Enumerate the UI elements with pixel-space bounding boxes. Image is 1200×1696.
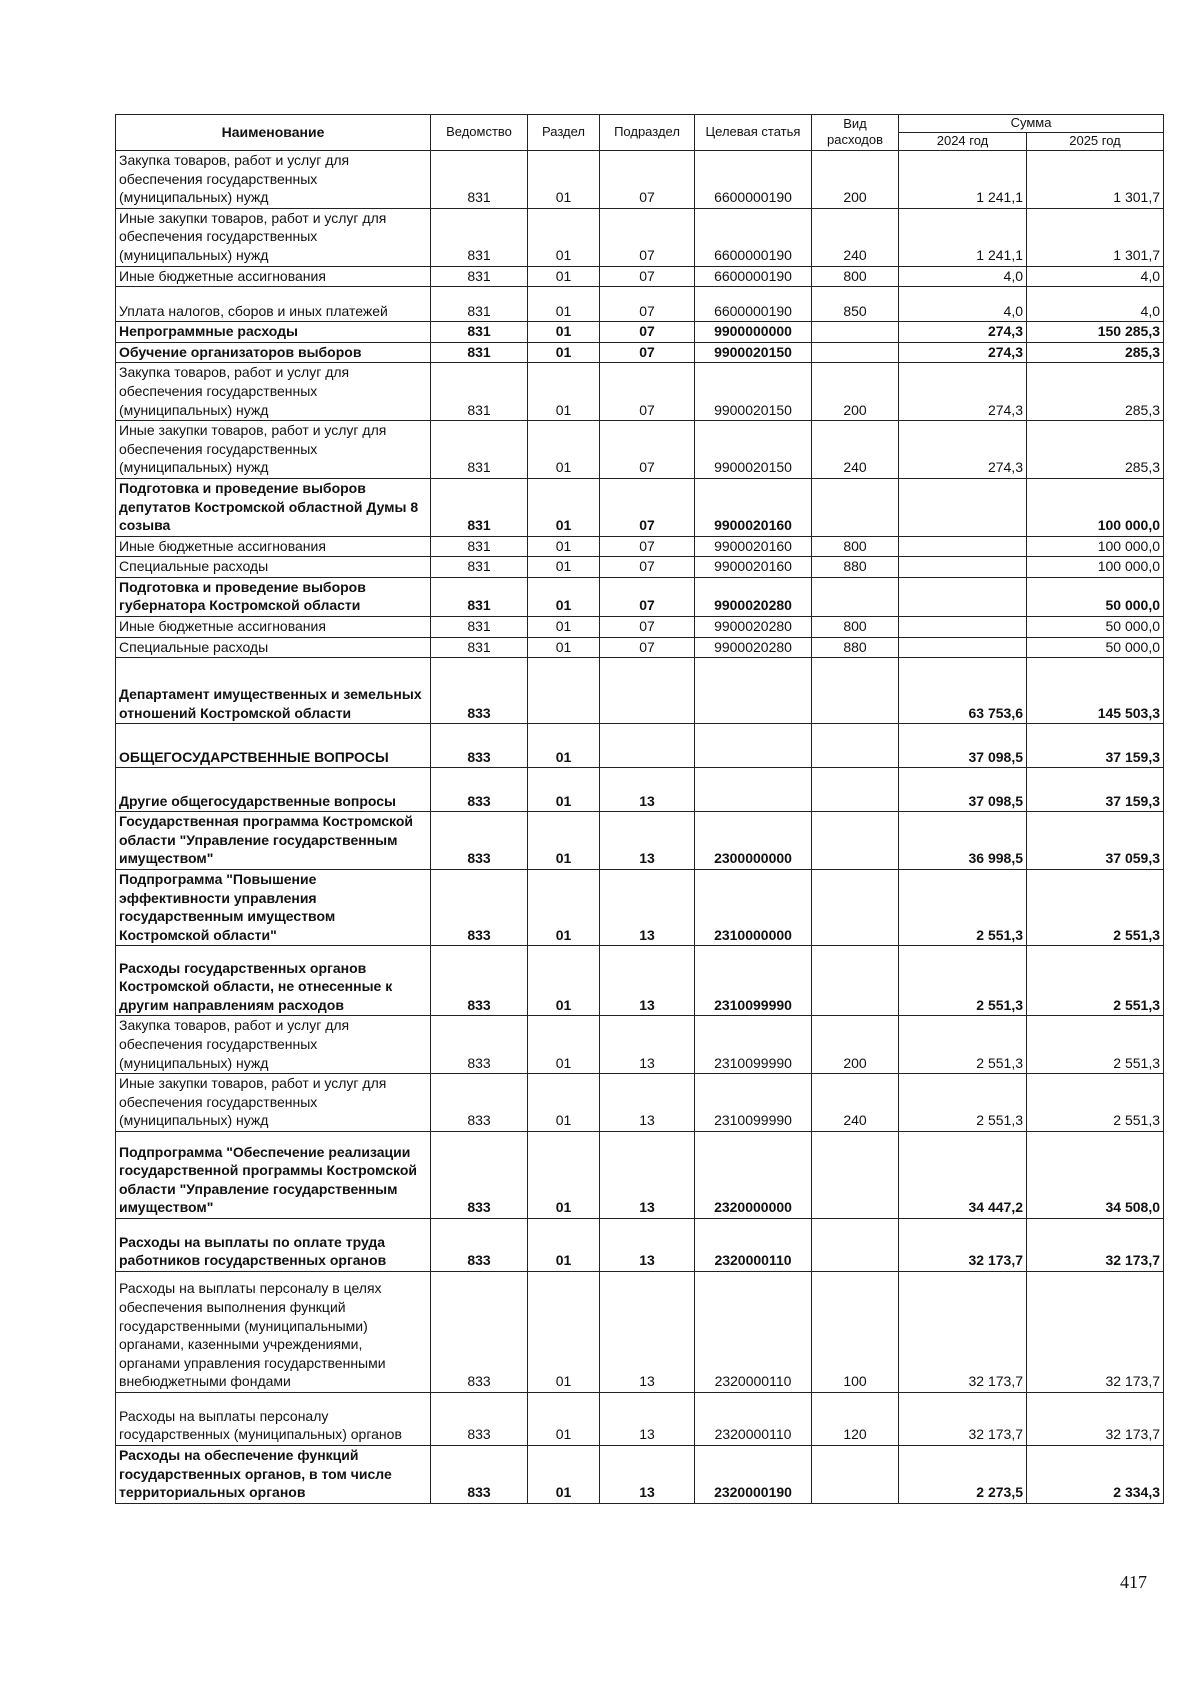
- cell-section: 01: [528, 617, 600, 638]
- header-name: Наименование: [116, 115, 431, 151]
- cell-section: 01: [528, 1074, 600, 1132]
- cell-2024: [899, 637, 1027, 658]
- cell-dept: 833: [431, 1445, 528, 1503]
- table-row: [116, 342, 1164, 363]
- cell-section: 01: [528, 478, 600, 536]
- cell-2024: 63 753,6: [899, 658, 1027, 724]
- cell-2024: 1 241,1: [899, 151, 1027, 209]
- cell-section: 01: [528, 322, 600, 343]
- cell-2024: 274,3: [899, 322, 1027, 343]
- table-row: [116, 637, 1164, 658]
- cell-expense-type: [812, 658, 899, 724]
- cell-subsection: 07: [600, 637, 695, 658]
- cell-section: 01: [528, 724, 600, 768]
- header-sum: Сумма: [899, 115, 1164, 133]
- cell-subsection: 07: [600, 478, 695, 536]
- table-row: [116, 421, 1164, 479]
- cell-2024: 2 551,3: [899, 1074, 1027, 1132]
- cell-name: Иные закупки товаров, работ и услуг для обеспечения государственных (муниципальных) нужд: [116, 1074, 431, 1132]
- cell-2025: 100 000,0: [1027, 536, 1164, 557]
- header-expense-type: Вид расходов: [812, 115, 899, 151]
- cell-section: 01: [528, 768, 600, 812]
- cell-2025: 1 301,7: [1027, 208, 1164, 266]
- cell-dept: 831: [431, 208, 528, 266]
- cell-expense-type: 240: [812, 1074, 899, 1132]
- cell-expense-type: [812, 1445, 899, 1503]
- cell-section: 01: [528, 1445, 600, 1503]
- table-row: [116, 208, 1164, 266]
- cell-2025: 2 551,3: [1027, 1016, 1164, 1074]
- cell-target-article: 2320000110: [695, 1392, 812, 1445]
- header-target-article: Целевая статья: [695, 115, 812, 151]
- cell-section: [528, 658, 600, 724]
- cell-target-article: 2320000110: [695, 1218, 812, 1271]
- cell-section: 01: [528, 1271, 600, 1392]
- header-year-2024: 2024 год: [899, 133, 1027, 151]
- cell-target-article: 9900020160: [695, 478, 812, 536]
- table-row: [116, 322, 1164, 343]
- cell-expense-type: [812, 768, 899, 812]
- cell-2025: 4,0: [1027, 287, 1164, 322]
- table-row: [116, 151, 1164, 209]
- cell-name: Государственная программа Костромской области "Управление государственным имуществом": [116, 812, 431, 870]
- cell-subsection: 13: [600, 768, 695, 812]
- cell-name: Подготовка и проведение выборов губернатора Костромской области: [116, 577, 431, 616]
- cell-2024: 37 098,5: [899, 724, 1027, 768]
- cell-subsection: 13: [600, 870, 695, 946]
- cell-name: Иные бюджетные ассигнования: [116, 536, 431, 557]
- cell-subsection: 07: [600, 421, 695, 479]
- cell-2024: 32 173,7: [899, 1271, 1027, 1392]
- cell-2024: 36 998,5: [899, 812, 1027, 870]
- cell-dept: 833: [431, 1392, 528, 1445]
- cell-subsection: 13: [600, 1074, 695, 1132]
- cell-2025: 100 000,0: [1027, 478, 1164, 536]
- cell-dept: 831: [431, 421, 528, 479]
- cell-2025: 34 508,0: [1027, 1131, 1164, 1218]
- page-number: 417: [1120, 1572, 1147, 1592]
- cell-target-article: 9900020280: [695, 577, 812, 616]
- cell-subsection: 07: [600, 151, 695, 209]
- cell-subsection: 07: [600, 617, 695, 638]
- cell-target-article: [695, 768, 812, 812]
- cell-section: 01: [528, 1392, 600, 1445]
- cell-name: Расходы на выплаты по оплате труда работников государственных органов: [116, 1218, 431, 1271]
- cell-subsection: 07: [600, 287, 695, 322]
- cell-subsection: 13: [600, 1131, 695, 1218]
- cell-name: Закупка товаров, работ и услуг для обеспечения государственных (муниципальных) нужд: [116, 151, 431, 209]
- cell-dept: 831: [431, 536, 528, 557]
- table-row: [116, 266, 1164, 287]
- table-row: [116, 1131, 1164, 1218]
- cell-section: 01: [528, 1218, 600, 1271]
- cell-expense-type: 200: [812, 363, 899, 421]
- cell-2025: 285,3: [1027, 421, 1164, 479]
- cell-section: 01: [528, 287, 600, 322]
- cell-section: 01: [528, 557, 600, 578]
- cell-expense-type: 100: [812, 1271, 899, 1392]
- table-row: [116, 812, 1164, 870]
- cell-section: 01: [528, 208, 600, 266]
- cell-target-article: [695, 724, 812, 768]
- cell-section: 01: [528, 637, 600, 658]
- cell-section: 01: [528, 151, 600, 209]
- cell-dept: 831: [431, 637, 528, 658]
- cell-2024: 37 098,5: [899, 768, 1027, 812]
- cell-expense-type: [812, 322, 899, 343]
- table-row: [116, 1218, 1164, 1271]
- cell-2025: 2 334,3: [1027, 1445, 1164, 1503]
- cell-2025: 150 285,3: [1027, 322, 1164, 343]
- cell-name: Иные бюджетные ассигнования: [116, 617, 431, 638]
- cell-2025: 2 551,3: [1027, 870, 1164, 946]
- cell-section: 01: [528, 363, 600, 421]
- header-dept: Ведомство: [431, 115, 528, 151]
- cell-name: Иные закупки товаров, работ и услуг для обеспечения государственных (муниципальных) нужд: [116, 421, 431, 479]
- cell-expense-type: [812, 577, 899, 616]
- cell-subsection: 13: [600, 1218, 695, 1271]
- cell-name: Другие общегосударственные вопросы: [116, 768, 431, 812]
- cell-expense-type: 240: [812, 208, 899, 266]
- table-row: [116, 363, 1164, 421]
- cell-target-article: 9900020280: [695, 617, 812, 638]
- cell-2025: 50 000,0: [1027, 617, 1164, 638]
- table-row: [116, 870, 1164, 946]
- cell-name: Непрограммные расходы: [116, 322, 431, 343]
- table-row: [116, 478, 1164, 536]
- cell-name: Специальные расходы: [116, 557, 431, 578]
- cell-expense-type: [812, 1131, 899, 1218]
- cell-2024: 274,3: [899, 363, 1027, 421]
- cell-2025: 32 173,7: [1027, 1218, 1164, 1271]
- table-row: [116, 1445, 1164, 1503]
- budget-table: [115, 114, 1164, 1504]
- cell-name: ОБЩЕГОСУДАРСТВЕННЫЕ ВОПРОСЫ: [116, 724, 431, 768]
- cell-dept: 833: [431, 1016, 528, 1074]
- cell-target-article: 6600000190: [695, 208, 812, 266]
- cell-2025: 37 059,3: [1027, 812, 1164, 870]
- cell-2025: 37 159,3: [1027, 768, 1164, 812]
- cell-target-article: 2310099990: [695, 1016, 812, 1074]
- cell-expense-type: [812, 342, 899, 363]
- cell-expense-type: 240: [812, 421, 899, 479]
- cell-name: Подпрограмма "Обеспечение реализации государственной программы Костромской области "Управление государственным имуществом": [116, 1131, 431, 1218]
- cell-2025: 285,3: [1027, 363, 1164, 421]
- cell-subsection: 07: [600, 322, 695, 343]
- cell-2024: [899, 478, 1027, 536]
- cell-name: Закупка товаров, работ и услуг для обеспечения государственных (муниципальных) нужд: [116, 1016, 431, 1074]
- cell-2024: 2 551,3: [899, 870, 1027, 946]
- cell-subsection: 07: [600, 536, 695, 557]
- cell-expense-type: 200: [812, 151, 899, 209]
- cell-section: 01: [528, 266, 600, 287]
- cell-section: 01: [528, 870, 600, 946]
- cell-subsection: 07: [600, 557, 695, 578]
- cell-2025: 1 301,7: [1027, 151, 1164, 209]
- cell-dept: 831: [431, 342, 528, 363]
- cell-target-article: 9900020160: [695, 557, 812, 578]
- cell-expense-type: [812, 1218, 899, 1271]
- cell-2024: 274,3: [899, 342, 1027, 363]
- table-row: [116, 768, 1164, 812]
- cell-name: Расходы на выплаты персоналу в целях обеспечения выполнения функций государственными (муниципальными) органами, казенными учреждениями, органами управления государственными внебюджетными фондами: [116, 1271, 431, 1392]
- cell-dept: 833: [431, 1271, 528, 1392]
- cell-dept: 831: [431, 287, 528, 322]
- cell-subsection: 07: [600, 577, 695, 616]
- cell-2025: 50 000,0: [1027, 637, 1164, 658]
- cell-2024: 32 173,7: [899, 1218, 1027, 1271]
- cell-expense-type: 850: [812, 287, 899, 322]
- cell-2024: 1 241,1: [899, 208, 1027, 266]
- table-body: [116, 151, 1164, 1504]
- table-row: [116, 577, 1164, 616]
- cell-expense-type: 800: [812, 266, 899, 287]
- cell-expense-type: [812, 870, 899, 946]
- cell-name: Расходы на обеспечение функций государственных органов, в том числе территориальных органов: [116, 1445, 431, 1503]
- cell-subsection: 13: [600, 946, 695, 1016]
- cell-subsection: 07: [600, 363, 695, 421]
- cell-dept: 833: [431, 946, 528, 1016]
- cell-dept: 831: [431, 266, 528, 287]
- cell-2024: [899, 577, 1027, 616]
- table-row: [116, 946, 1164, 1016]
- cell-name: Департамент имущественных и земельных отношений Костромской области: [116, 658, 431, 724]
- cell-target-article: 9900020150: [695, 421, 812, 479]
- cell-subsection: 07: [600, 266, 695, 287]
- header-year-2025: 2025 год: [1027, 133, 1164, 151]
- cell-target-article: 6600000190: [695, 287, 812, 322]
- cell-name: Специальные расходы: [116, 637, 431, 658]
- cell-2024: 4,0: [899, 287, 1027, 322]
- cell-dept: 833: [431, 1131, 528, 1218]
- cell-dept: 831: [431, 617, 528, 638]
- cell-target-article: 2310000000: [695, 870, 812, 946]
- cell-2024: [899, 617, 1027, 638]
- cell-name: Уплата налогов, сборов и иных платежей: [116, 287, 431, 322]
- header-section: Раздел: [528, 115, 600, 151]
- cell-2024: 32 173,7: [899, 1392, 1027, 1445]
- table-row: [116, 617, 1164, 638]
- cell-section: 01: [528, 536, 600, 557]
- cell-2025: 2 551,3: [1027, 1074, 1164, 1132]
- cell-dept: 831: [431, 322, 528, 343]
- table-row: [116, 287, 1164, 322]
- cell-expense-type: [812, 946, 899, 1016]
- cell-dept: 833: [431, 1218, 528, 1271]
- cell-section: 01: [528, 421, 600, 479]
- table-row: [116, 557, 1164, 578]
- header-subsection: Подраздел: [600, 115, 695, 151]
- table-row: [116, 724, 1164, 768]
- cell-subsection: 07: [600, 208, 695, 266]
- cell-subsection: 13: [600, 1271, 695, 1392]
- cell-2024: 4,0: [899, 266, 1027, 287]
- cell-2025: 50 000,0: [1027, 577, 1164, 616]
- cell-name: Расходы на выплаты персоналу государственных (муниципальных) органов: [116, 1392, 431, 1445]
- cell-expense-type: 800: [812, 617, 899, 638]
- cell-target-article: 2310099990: [695, 1074, 812, 1132]
- cell-2024: 2 273,5: [899, 1445, 1027, 1503]
- cell-dept: 831: [431, 151, 528, 209]
- cell-target-article: 6600000190: [695, 266, 812, 287]
- cell-target-article: 2300000000: [695, 812, 812, 870]
- cell-dept: 833: [431, 658, 528, 724]
- cell-section: 01: [528, 946, 600, 1016]
- cell-dept: 831: [431, 478, 528, 536]
- cell-subsection: 13: [600, 1445, 695, 1503]
- cell-target-article: 2320000110: [695, 1271, 812, 1392]
- cell-expense-type: 880: [812, 557, 899, 578]
- cell-section: 01: [528, 577, 600, 616]
- cell-target-article: 2320000190: [695, 1445, 812, 1503]
- cell-subsection: [600, 658, 695, 724]
- cell-target-article: 9900020150: [695, 342, 812, 363]
- cell-2024: [899, 536, 1027, 557]
- cell-subsection: 13: [600, 1016, 695, 1074]
- cell-name: Расходы государственных органов Костромской области, не отнесенные к другим направлениям расходов: [116, 946, 431, 1016]
- table-row: [116, 1074, 1164, 1132]
- cell-2024: 2 551,3: [899, 1016, 1027, 1074]
- cell-expense-type: 880: [812, 637, 899, 658]
- cell-dept: 833: [431, 768, 528, 812]
- cell-dept: 833: [431, 870, 528, 946]
- cell-subsection: [600, 724, 695, 768]
- cell-2025: 4,0: [1027, 266, 1164, 287]
- cell-subsection: 13: [600, 812, 695, 870]
- table-header: [116, 115, 1164, 151]
- table-row: [116, 658, 1164, 724]
- cell-section: 01: [528, 1131, 600, 1218]
- table-row: [116, 536, 1164, 557]
- cell-subsection: 07: [600, 342, 695, 363]
- cell-2025: 32 173,7: [1027, 1392, 1164, 1445]
- cell-2025: 285,3: [1027, 342, 1164, 363]
- cell-section: 01: [528, 1016, 600, 1074]
- cell-target-article: 9900000000: [695, 322, 812, 343]
- cell-target-article: 9900020280: [695, 637, 812, 658]
- cell-dept: 833: [431, 1074, 528, 1132]
- cell-subsection: 13: [600, 1392, 695, 1445]
- cell-expense-type: 200: [812, 1016, 899, 1074]
- cell-2025: 2 551,3: [1027, 946, 1164, 1016]
- cell-expense-type: [812, 478, 899, 536]
- cell-name: Иные бюджетные ассигнования: [116, 266, 431, 287]
- cell-expense-type: 800: [812, 536, 899, 557]
- cell-2025: 100 000,0: [1027, 557, 1164, 578]
- cell-dept: 833: [431, 724, 528, 768]
- cell-2024: 34 447,2: [899, 1131, 1027, 1218]
- table-row: [116, 1392, 1164, 1445]
- cell-section: 01: [528, 342, 600, 363]
- cell-target-article: 6600000190: [695, 151, 812, 209]
- cell-target-article: 2320000000: [695, 1131, 812, 1218]
- cell-target-article: 9900020150: [695, 363, 812, 421]
- cell-2025: 32 173,7: [1027, 1271, 1164, 1392]
- cell-2024: 274,3: [899, 421, 1027, 479]
- cell-name: Обучение организаторов выборов: [116, 342, 431, 363]
- cell-dept: 831: [431, 363, 528, 421]
- cell-target-article: [695, 658, 812, 724]
- cell-expense-type: [812, 812, 899, 870]
- cell-2024: [899, 557, 1027, 578]
- cell-dept: 831: [431, 577, 528, 616]
- table-row: [116, 1016, 1164, 1074]
- cell-expense-type: 120: [812, 1392, 899, 1445]
- cell-name: Закупка товаров, работ и услуг для обеспечения государственных (муниципальных) нужд: [116, 363, 431, 421]
- cell-2024: 2 551,3: [899, 946, 1027, 1016]
- cell-name: Иные закупки товаров, работ и услуг для обеспечения государственных (муниципальных) нужд: [116, 208, 431, 266]
- cell-name: Подпрограмма "Повышение эффективности управления государственным имуществом Костромской области": [116, 870, 431, 946]
- cell-2025: 37 159,3: [1027, 724, 1164, 768]
- cell-target-article: 2310099990: [695, 946, 812, 1016]
- cell-name: Подготовка и проведение выборов депутатов Костромской областной Думы 8 созыва: [116, 478, 431, 536]
- cell-dept: 831: [431, 557, 528, 578]
- cell-2025: 145 503,3: [1027, 658, 1164, 724]
- cell-target-article: 9900020160: [695, 536, 812, 557]
- table-row: [116, 1271, 1164, 1392]
- cell-section: 01: [528, 812, 600, 870]
- cell-dept: 833: [431, 812, 528, 870]
- cell-expense-type: [812, 724, 899, 768]
